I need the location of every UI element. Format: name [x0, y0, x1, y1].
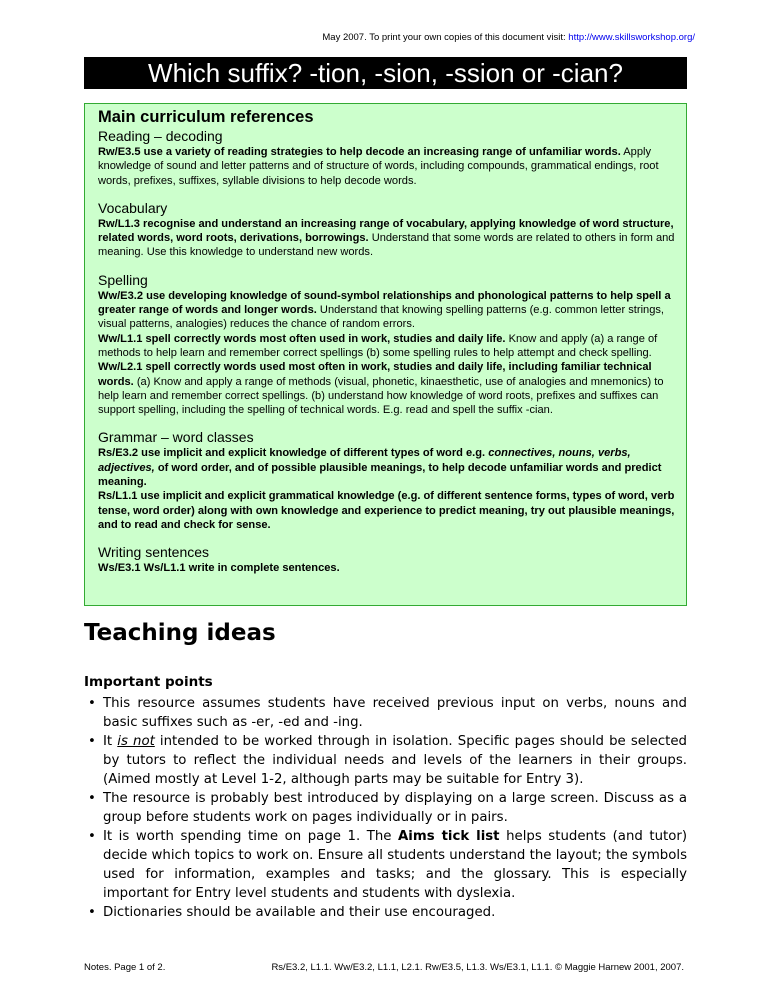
aims-tick-list-label: Aims tick list	[398, 829, 500, 844]
spelling-desc-1: Understand that knowing spelling patterns (e.g. common letter strings, visual patterns, analogies) reduces the chance of random errors.	[98, 304, 665, 331]
reading-ref: Rw/E3.5 use a variety of reading strategies to help decode an increasing range of unfamiliar words.	[98, 146, 621, 158]
reading-text	[98, 145, 676, 188]
spelling-heading: Spelling	[98, 271, 148, 288]
reading-desc: Apply knowledge of sound and letter patterns and of structure of words, including compounds, grammatical endings, root words, prefixes, suffixes, syllable divisions to help decode words.	[98, 146, 659, 187]
important-points-list	[84, 694, 687, 922]
reading-heading: Reading – decoding	[98, 128, 223, 144]
writing-heading: Writing sentences	[98, 544, 210, 561]
curriculum-box	[84, 103, 687, 606]
spelling-ref-1: Ww/E3.2 use developing knowledge of sound-symbol relationships and phonological patterns to help spell a greater range of words and longer words.	[98, 289, 671, 317]
curriculum-heading: Main curriculum references	[98, 108, 314, 126]
list-item	[84, 694, 687, 732]
bullet-2-emphasis: is not	[117, 734, 155, 749]
writing-text	[98, 561, 676, 575]
bullet-2-pre: It	[103, 734, 118, 749]
list-item	[84, 789, 687, 827]
grammar-text	[98, 446, 676, 532]
bullet-5-text: Dictionaries should be available and their use encouraged.	[103, 905, 496, 920]
footer-references: Rs/E3.2, L1.1. Ww/E3.2, L1.1, L2.1. Rw/E3.5, L1.3. Ws/E3.1, L1.1. © Maggie Harnew 2001, 2007.	[271, 962, 684, 973]
vocabulary-ref: Rw/L1.3 recognise and understand an increasing range of vocabulary, applying knowledge of word structure, related words, word roots, derivations, borrowings.	[98, 217, 674, 245]
spelling-ref-2: Ww/L1.1 spell correctly words most often used in work, studies and daily life.	[98, 332, 506, 345]
list-item	[84, 732, 687, 789]
bullet-2-post: intended to be worked through in isolation. Specific pages should be selected by tutors to reflect the individual needs and levels of the learners in their groups. (Aimed mostly at Level 1-2, although parts may be suitable for Entry 3).	[103, 734, 687, 787]
spelling-desc-3: (a) Know and apply a range of methods (visual, phonetic, kinaesthetic, use of analogies and mnemonics) to help learn and remember correct spellings. (b) understand how knowledge of word roots, prefixes and suffixes can support spelling, including the spelling of technical words. E.g. read and spell the suffix -cian.	[98, 375, 664, 417]
writing-ref: Ws/E3.1 Ws/L1.1 write in complete sentences.	[98, 562, 340, 575]
header-note	[322, 32, 695, 43]
grammar-ref-2: Rs/L1.1 use implicit and explicit grammatical knowledge (e.g. of different sentence forms, types of word, verb tense, word order) along with own knowledge and experience to predict meaning, try out plausible meanings, and to read and check for sense.	[98, 490, 675, 531]
spelling-desc-2: Know and apply (a) a range of methods to help learn and remember correct spellings (b) some spelling rules to help attempt and check spelling.	[98, 332, 658, 359]
spelling-ref-3: Ww/L2.1 spell correctly words used most often in work, studies and daily life, including familiar technical words.	[98, 361, 652, 388]
bullet-4-pre: It is worth spending time on page 1. The	[103, 829, 398, 844]
bullet-4-post: helps students (and tutor) decide which topics to work on. Ensure all students understand the layout; the symbols used for information, examples and tasks; and the glossary. This is especially important for Entry level students and students with dyslexia.	[103, 829, 688, 901]
footer-page-number: Notes. Page 1 of 2.	[84, 962, 166, 973]
website-link[interactable]: http://www.skillsworkshop.org/	[568, 32, 695, 43]
grammar-heading: Grammar – word classes	[98, 429, 254, 446]
teaching-heading: Teaching ideas	[84, 620, 276, 646]
list-item	[84, 827, 687, 903]
spelling-text	[98, 289, 676, 418]
grammar-ref-1-italic: connectives, nouns, verbs, adjectives,	[98, 447, 631, 474]
bullet-1-text: This resource assumes students have received previous input on verbs, nouns and basic suffixes such as -er, -ed and -ing.	[103, 696, 687, 730]
bullet-3-text: The resource is probably best introduced by displaying on a large screen. Discuss as a group before students work on pages individually or in pairs.	[103, 791, 687, 825]
vocabulary-text	[98, 217, 676, 260]
vocabulary-heading: Vocabulary	[98, 199, 168, 216]
important-heading: Important points	[84, 674, 213, 690]
list-item	[84, 903, 687, 922]
vocabulary-desc: Understand that some words are related to others in form and meaning. Use this knowledge to understand new words.	[98, 232, 675, 259]
grammar-ref-1a: Rs/E3.2 use implicit and explicit knowledge of different types of word e.g.	[98, 447, 489, 460]
page-title: Which suffix? -tion, -sion, -ssion or -cian?	[84, 57, 687, 89]
header-note-text: May 2007. To print your own copies of this document visit:	[322, 32, 569, 43]
grammar-ref-1b: of word order, and of possible plausible meanings, to help decode unfamiliar words and predict meaning.	[98, 461, 662, 489]
